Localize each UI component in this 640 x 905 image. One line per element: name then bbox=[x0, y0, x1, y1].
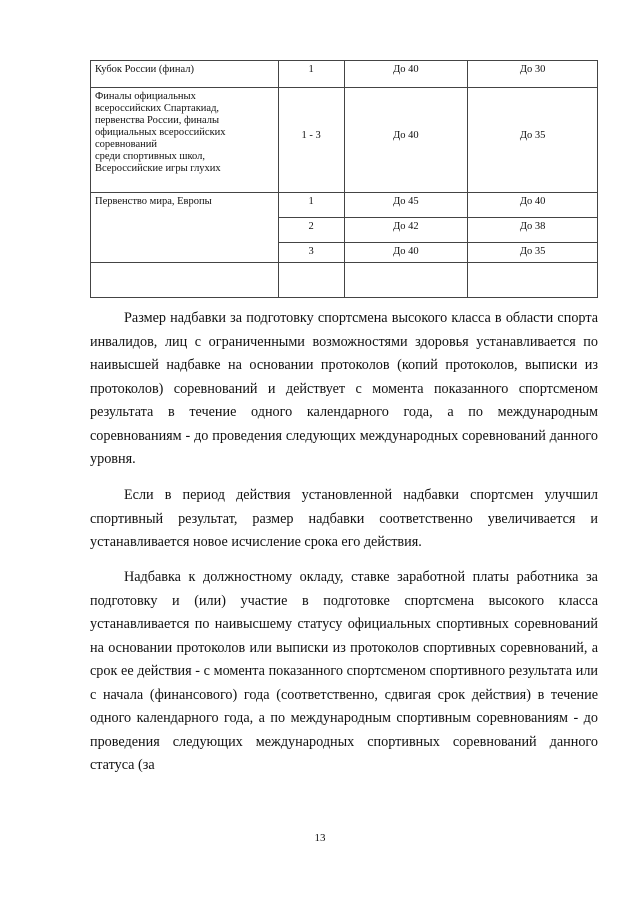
allowance-cell: До 38 bbox=[468, 218, 598, 243]
allowance-cell: До 35 bbox=[468, 88, 598, 193]
page-number: 13 bbox=[314, 832, 326, 844]
table-row bbox=[91, 61, 598, 88]
paragraph-coach-allowance: Надбавка к должностному окладу, ставке заработной платы работника за подготовку и (или) участие в подготовке спортсмена высокого класса устанавливается по наивысшему статусу официальных спортивных соревнований на основании протоколов или выписки из протоколов спортивных соревнований, а срок ее действия - с момента показанного спортсменом спортивного результата или с начала (финансового) года (соответственно, сдвигая срок действия) в течение одного календарного года, а по международным спортивным соревнованиям - до проведения следующих международных спортивных соревнований данного статуса (за bbox=[90, 569, 598, 773]
allowance-cell: До 42 bbox=[344, 218, 468, 243]
allowance-cell: До 45 bbox=[344, 193, 468, 218]
allowance-cell: До 35 bbox=[468, 243, 598, 263]
table-row bbox=[91, 88, 598, 193]
table-row-empty bbox=[91, 263, 598, 298]
competition-cell: Финалы официальных всероссийских Спартакиад, первенства России, финалы официальных всероссийских соревнований среди спортивных школ, Всероссийские игры глухих bbox=[91, 88, 279, 193]
paragraph-disabled-sport-allowance: Размер надбавки за подготовку спортсмена высокого класса в области спорта инвалидов, лиц с ограниченными возможностями здоровья устанавливается по наивысшей надбавке на основании протоколов (копий протоколов, выписки из протоколов) соревнований и действует с момента показанного спортсменом результата в течение одного календарного года, а по международным соревнованиям - до проведения следующих международных соревнований данного уровня. bbox=[90, 310, 598, 467]
allowance-cell: До 40 bbox=[344, 88, 468, 193]
empty-cell bbox=[468, 263, 598, 298]
competition-cell: Первенство мира, Европы bbox=[91, 193, 279, 263]
empty-cell bbox=[344, 263, 468, 298]
allowance-cell: До 40 bbox=[344, 243, 468, 263]
empty-cell bbox=[91, 263, 279, 298]
allowance-cell: До 30 bbox=[468, 61, 598, 88]
place-cell: 1 bbox=[278, 193, 344, 218]
place-cell: 2 bbox=[278, 218, 344, 243]
competition-cell: Кубок России (финал) bbox=[91, 61, 279, 88]
place-cell: 1 - 3 bbox=[278, 88, 344, 193]
paragraph-improved-result: Если в период действия установленной надбавки спортсмен улучшил спортивный результат, размер надбавки соответственно увеличивается и устанавливается новое исчисление срока его действия. bbox=[90, 487, 598, 550]
allowance-cell: До 40 bbox=[468, 193, 598, 218]
empty-cell bbox=[278, 263, 344, 298]
allowance-table bbox=[90, 60, 598, 298]
table-row bbox=[91, 193, 598, 218]
place-cell: 1 bbox=[278, 61, 344, 88]
allowance-cell: До 40 bbox=[344, 61, 468, 88]
place-cell: 3 bbox=[278, 243, 344, 263]
